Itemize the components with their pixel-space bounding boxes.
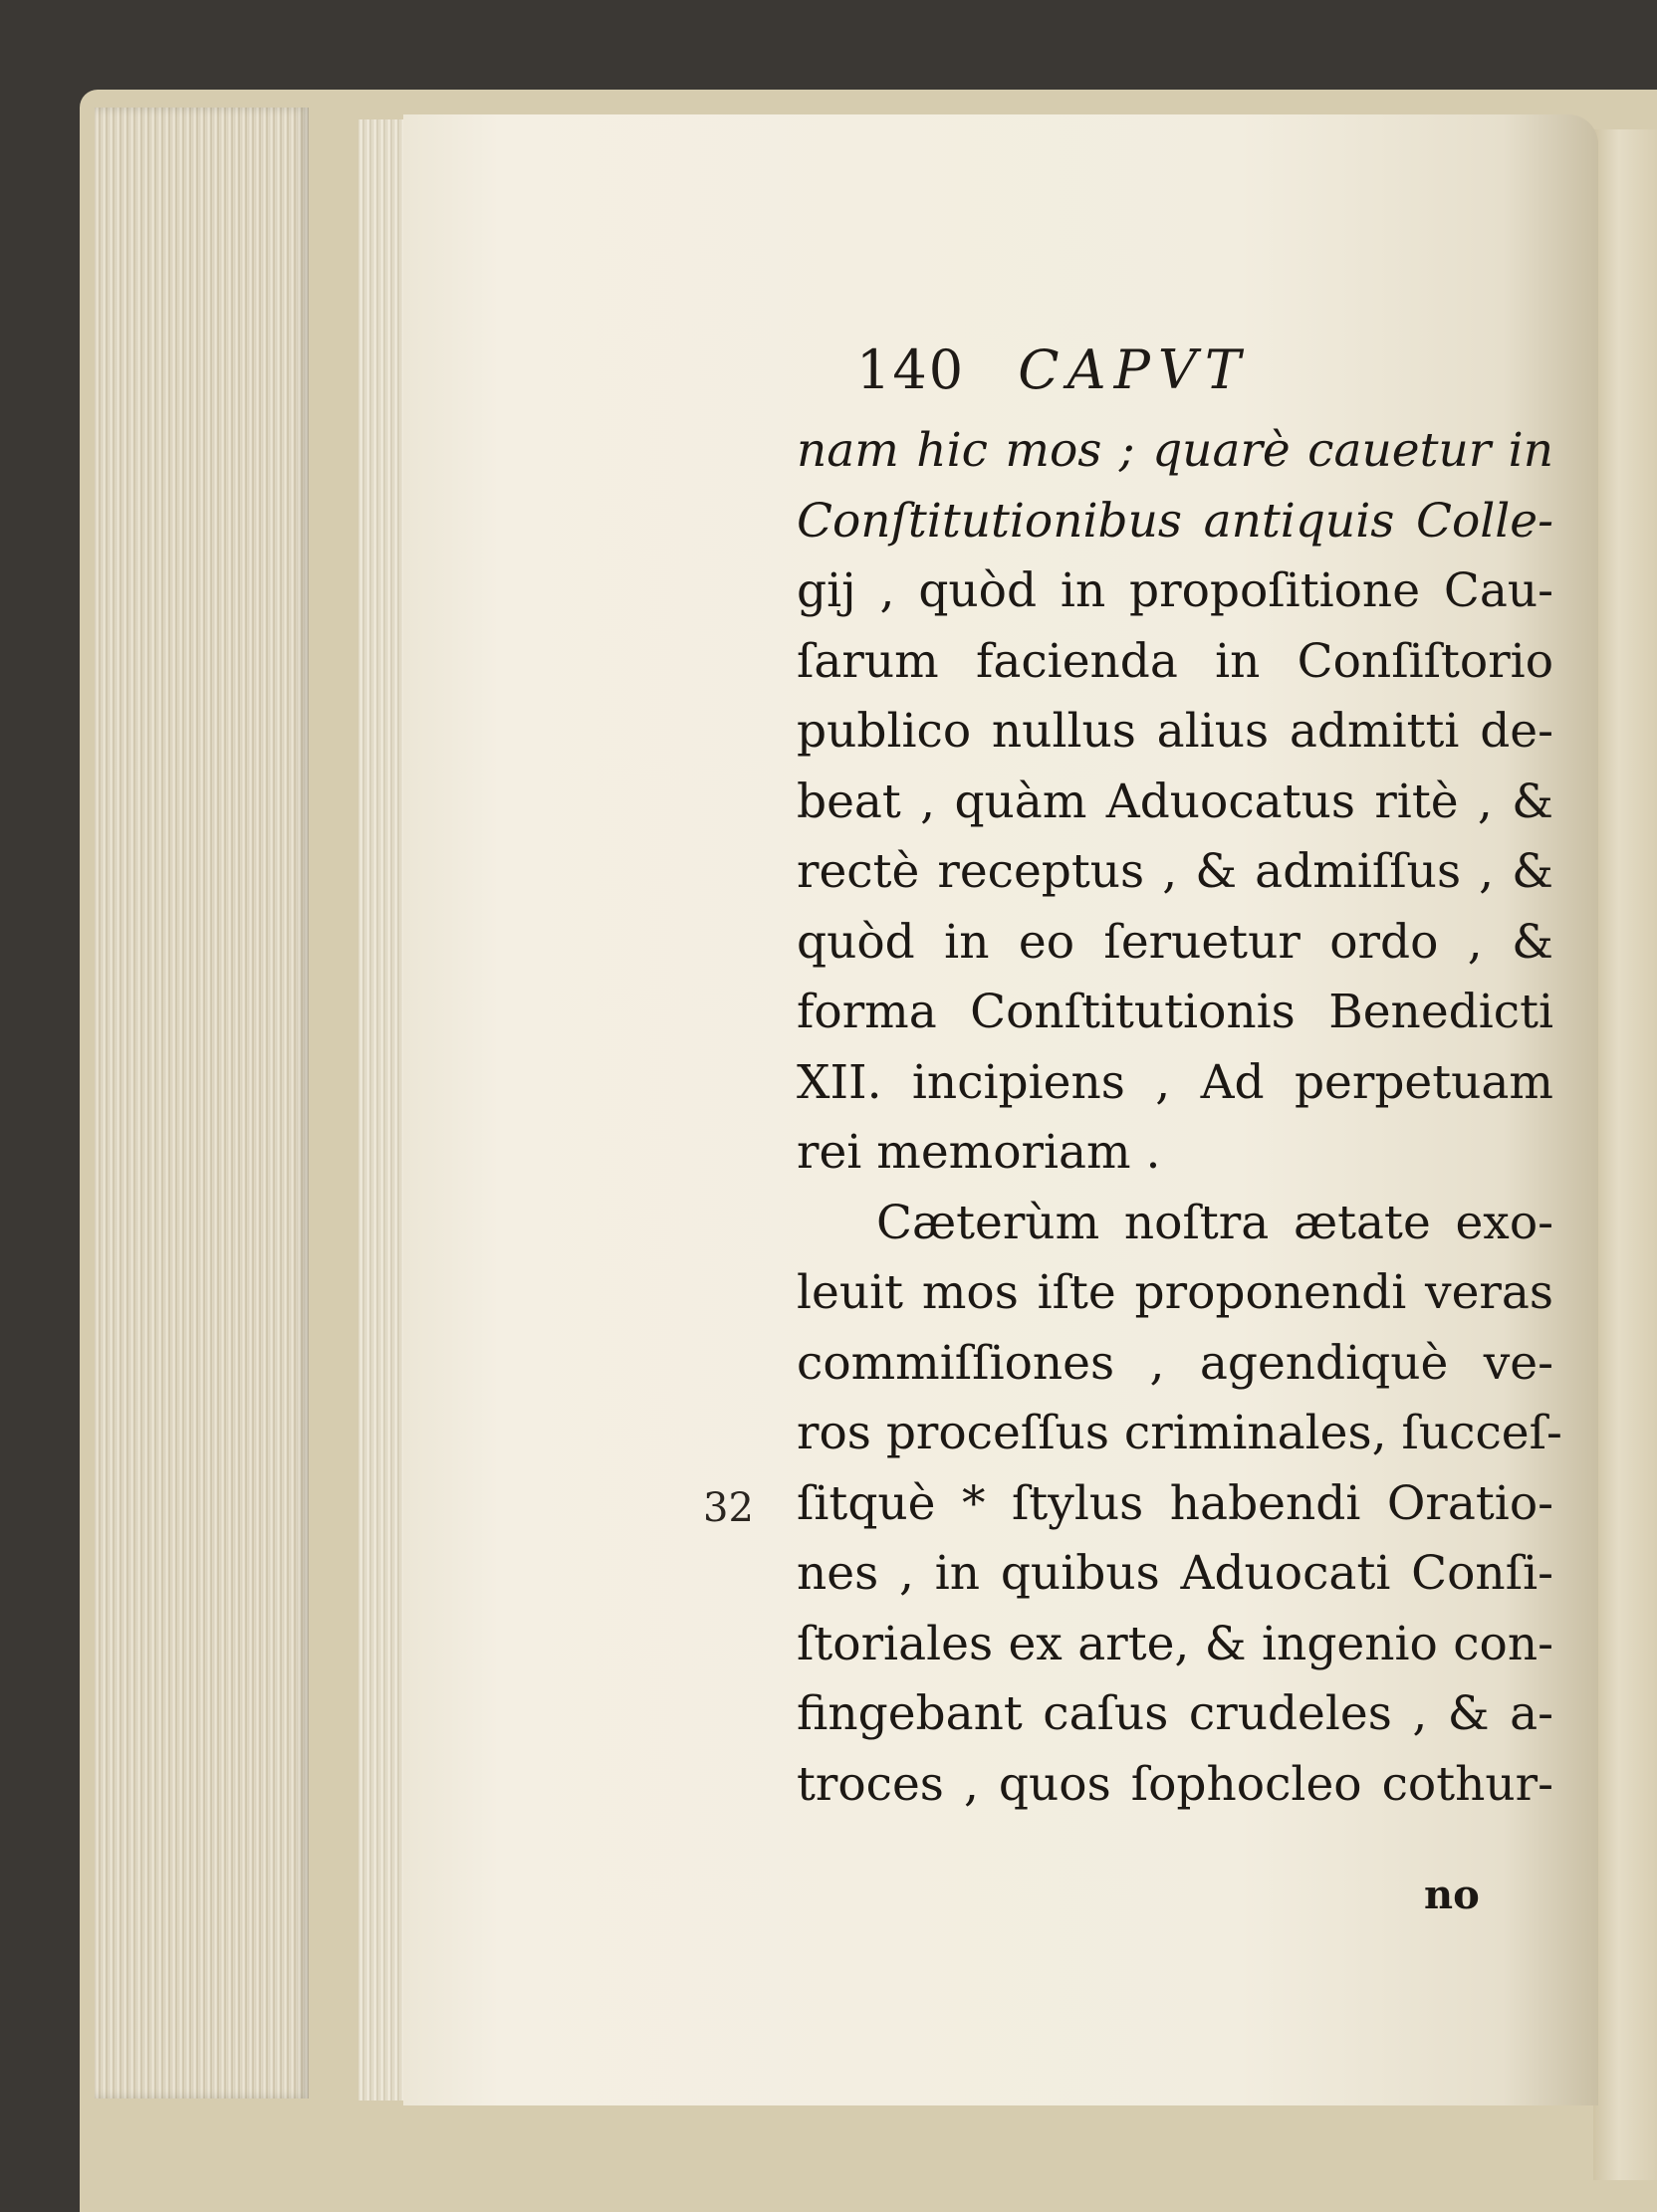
text-line: forma Conſtitutionis Benedicti [797,985,1553,1039]
page-stack-inner-edges [358,119,408,2101]
text-line: gij , quòd in propoſitione Cau- [797,563,1553,618]
text-line: leuit mos iſte proponendi veras [797,1265,1553,1320]
running-title: CAPVT [1018,338,1249,401]
text-line: nes , in quibus Aduocati Conſi- [797,1546,1553,1601]
text-line: quòd in eo ſeruetur ordo , & [797,914,1553,970]
margin-note: 32 [703,1485,754,1531]
text-line: ros proceſſus criminales, ſucceſ- [797,1406,1562,1460]
text-line: rei memoriam . [797,1125,1161,1180]
text-line: rectè receptus , & admiſſus , & [797,844,1553,899]
text-line: XII. incipiens , Ad perpetuam [797,1054,1553,1110]
running-header [856,338,1249,401]
text-line: ſitquè * ſtylus habendi Oratio- [797,1475,1553,1531]
page-number: 140 [856,338,966,401]
text-line: publico nullus alius admitti de- [797,704,1553,759]
text-line: fingebant caſus crudeles , & a- [797,1686,1553,1741]
body-text [797,416,1562,1820]
text-line: beat , quàm Aduocatus ritè , & [797,774,1553,829]
text-line: Conſtitutionibus antiquis Colle- [797,493,1553,549]
text-line: commiſſiones , agendiquè ve- [797,1335,1553,1391]
text-line: ſarum facienda in Conſiſtorio [797,633,1553,689]
text-line: nam hic mos ; quarè cauetur in [797,423,1553,478]
catchword: no [1424,1872,1480,1918]
text-line: Cæterùm noſtra ætate exo- [876,1195,1553,1250]
text-line: ſtoriales ex arte, & ingenio con- [797,1616,1553,1671]
text-line: troces , quos ſophocleo cothur- [797,1756,1553,1812]
page-stack-edges [95,108,309,2099]
facing-page-edge [1593,129,1657,2180]
